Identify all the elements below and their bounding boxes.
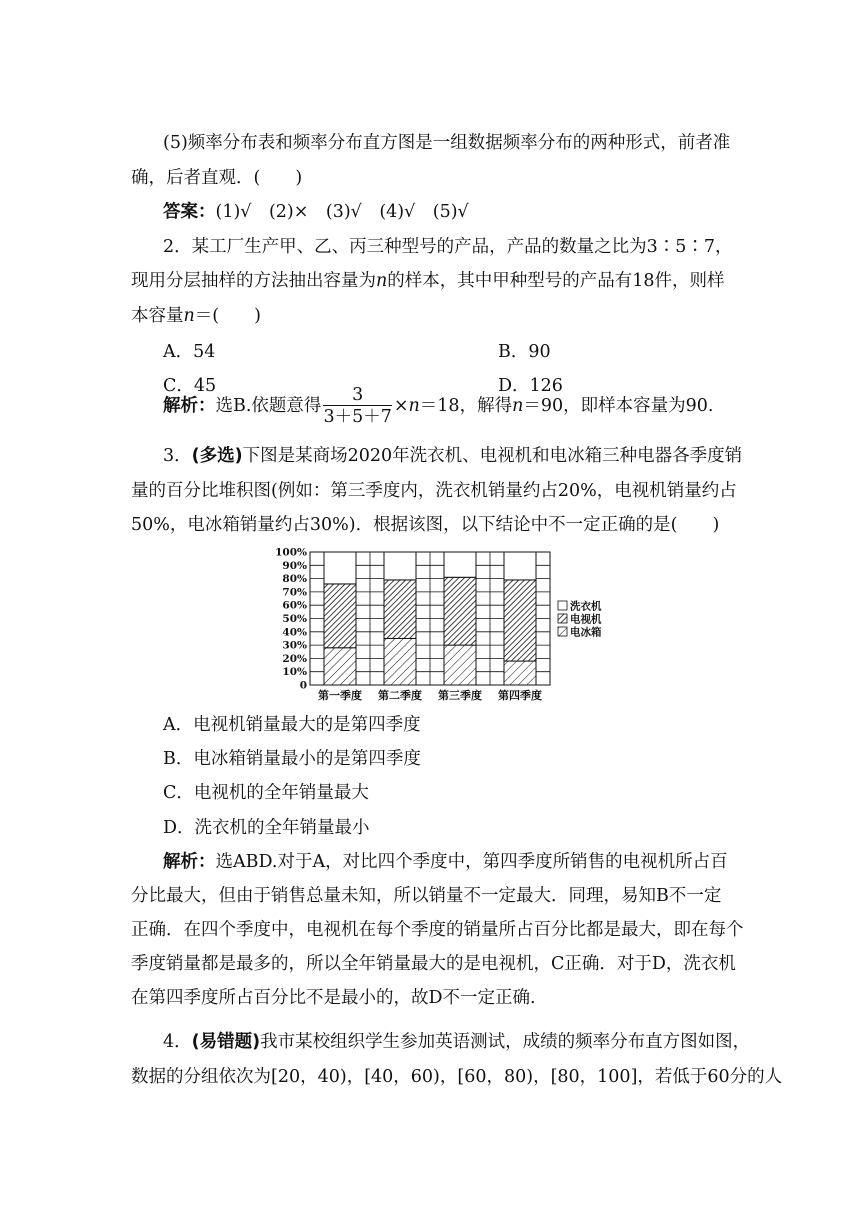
q3-solution-line2: 分比最大，但由于销售总量未知，所以销量不一定最大．同理，易知B不一定: [131, 886, 722, 906]
bar-segment: [384, 638, 416, 685]
x-tick-label: 第四季度: [498, 689, 542, 702]
q3-solution-line3: 正确．在四个季度中，电视机在每个季度的销量所占百分比都是最大，即在每个: [131, 920, 744, 940]
q2-solution-text-a: 选B.依题意得: [215, 396, 322, 416]
q3-line1-text: 下图是某商场2020年洗衣机、电视机和电冰箱三种电器各季度销: [242, 446, 743, 466]
answer-text: (1)√ (2)× (3)√ (4)√ (5)√: [215, 202, 469, 222]
y-tick-label: 20%: [282, 652, 307, 665]
q2-line1: 2．某工厂生产甲、乙、丙三种型号的产品，产品的数量之比为3∶5∶7，: [163, 237, 733, 257]
q3-option-a: A．电视机销量最大的是第四季度: [163, 715, 421, 735]
legend-swatch: [558, 614, 567, 623]
bar-segment: [324, 584, 356, 648]
q2-solution-n: n: [408, 396, 420, 416]
q2-option-d: D．126: [498, 376, 563, 396]
q5-line2: 确，后者直观．( ): [131, 168, 303, 188]
y-tick-label: 80%: [282, 573, 307, 586]
y-tick-label: 90%: [282, 559, 307, 572]
y-tick-label: 30%: [282, 639, 307, 652]
q5-line1: (5)频率分布表和频率分布直方图是一组数据频率分布的两种形式，前者准: [163, 133, 731, 153]
bar-segment: [504, 661, 536, 685]
q3-line1: [163, 444, 742, 468]
q3-option-b: B．电冰箱销量最小的是第四季度: [163, 749, 421, 769]
x-tick-label: 第二季度: [378, 689, 422, 702]
q4-line1: [163, 1030, 750, 1054]
bar-segment: [444, 577, 476, 645]
bar-segment: [504, 552, 536, 580]
q4-number: 4．: [163, 1032, 192, 1052]
q3-line2: 量的百分比堆积图(例如：第三季度内，洗衣机销量约占20%，电视机销量约占: [131, 481, 737, 501]
q3-line3: 50%，电冰箱销量约占30%)．根据该图，以下结论中不一定正确的是( ): [131, 515, 720, 535]
legend-label: 电冰箱: [570, 626, 602, 639]
x-tick-label: 第一季度: [318, 689, 362, 702]
q4-tag: (易错题): [191, 1032, 261, 1052]
q3-number: 3．: [163, 446, 192, 466]
chart-y-ticks: [275, 547, 307, 692]
bar-segment: [444, 552, 476, 577]
q4-line2: 数据的分组依次为[20，40)，[40，60)，[60，80)，[80，100]，若低于60分的人: [131, 1067, 783, 1087]
bar-segment: [324, 552, 356, 584]
chart-x-ticks: [318, 688, 542, 702]
y-tick-label: 50%: [282, 613, 307, 625]
y-tick-label: 70%: [282, 586, 307, 599]
q2-option-b: B．90: [498, 342, 551, 362]
chart-legend: [558, 600, 602, 639]
q2-solution-times: ×: [393, 396, 409, 416]
q3-solution-line5: 在第四季度所占百分比不是最小的，故D不一定正确.: [131, 988, 536, 1008]
q3-solution-line4: 季度销量都是最多的，所以全年销量最大的是电视机，C正确．对于D，洗衣机: [131, 954, 736, 974]
legend-label: 电视机: [570, 613, 602, 626]
bar-segment: [384, 552, 416, 580]
q2-variable-n: n: [376, 271, 388, 291]
q2-line3: [131, 304, 261, 328]
q2-solution-text-d: ＝90，即样本容量为90.: [523, 396, 714, 416]
q2-line2-text-b: 的样本，其中甲种型号的产品有18件，则样: [387, 271, 725, 291]
q3-option-c: C．电视机的全年销量最大: [163, 783, 369, 803]
y-tick-label: 100%: [275, 546, 307, 559]
legend-swatch: [558, 627, 567, 636]
q2-line3-text-a: 本容量: [131, 306, 184, 326]
q2-option-c: C．45: [163, 376, 217, 396]
q2-line2: [131, 269, 725, 293]
bar-segment: [444, 645, 476, 685]
fraction-denominator: 3＋5＋7: [323, 407, 392, 427]
q2-option-a: A．54: [163, 342, 216, 362]
bar-segment: [504, 580, 536, 661]
legend-swatch: [558, 601, 567, 610]
q3-solution-line1: [163, 850, 728, 874]
bar-segment: [384, 580, 416, 639]
q2-line2-text-a: 现用分层抽样的方法抽出容量为: [131, 271, 376, 291]
q3-solution-text1: 选ABD.对于A，对比四个季度中，第四季度所销售的电视机所占百: [215, 852, 728, 872]
q2-solution: [163, 385, 713, 428]
q4-line1-text: 我市某校组织学生参加英语测试，成绩的频率分布直方图如图，: [260, 1032, 751, 1052]
y-tick-label: 0: [299, 679, 307, 692]
bar-segment: [324, 648, 356, 685]
q2-solution-n2: n: [512, 396, 524, 416]
q3-tag: (多选): [191, 446, 243, 466]
chart-svg: [275, 543, 602, 708]
q2-line3-text-b: ＝( ): [194, 306, 261, 326]
x-tick-label: 第三季度: [438, 689, 482, 702]
q3-solution-label: 解析：: [163, 852, 216, 872]
answer-label: 答案：: [163, 202, 216, 222]
q2-fraction: [323, 385, 391, 428]
fraction-numerator: 3: [323, 385, 391, 406]
answer-line: [163, 200, 469, 224]
q2-solution-text-c: ＝18，解得: [419, 396, 513, 416]
stacked-bar-chart: [275, 543, 602, 708]
y-tick-label: 10%: [282, 666, 307, 679]
q2-line3-variable-n: n: [183, 306, 195, 326]
y-tick-label: 40%: [282, 626, 307, 639]
legend-label: 洗衣机: [570, 600, 602, 613]
q2-solution-label: 解析：: [163, 396, 216, 416]
q3-option-d: D．洗衣机的全年销量最小: [163, 818, 370, 838]
y-tick-label: 60%: [282, 599, 307, 612]
